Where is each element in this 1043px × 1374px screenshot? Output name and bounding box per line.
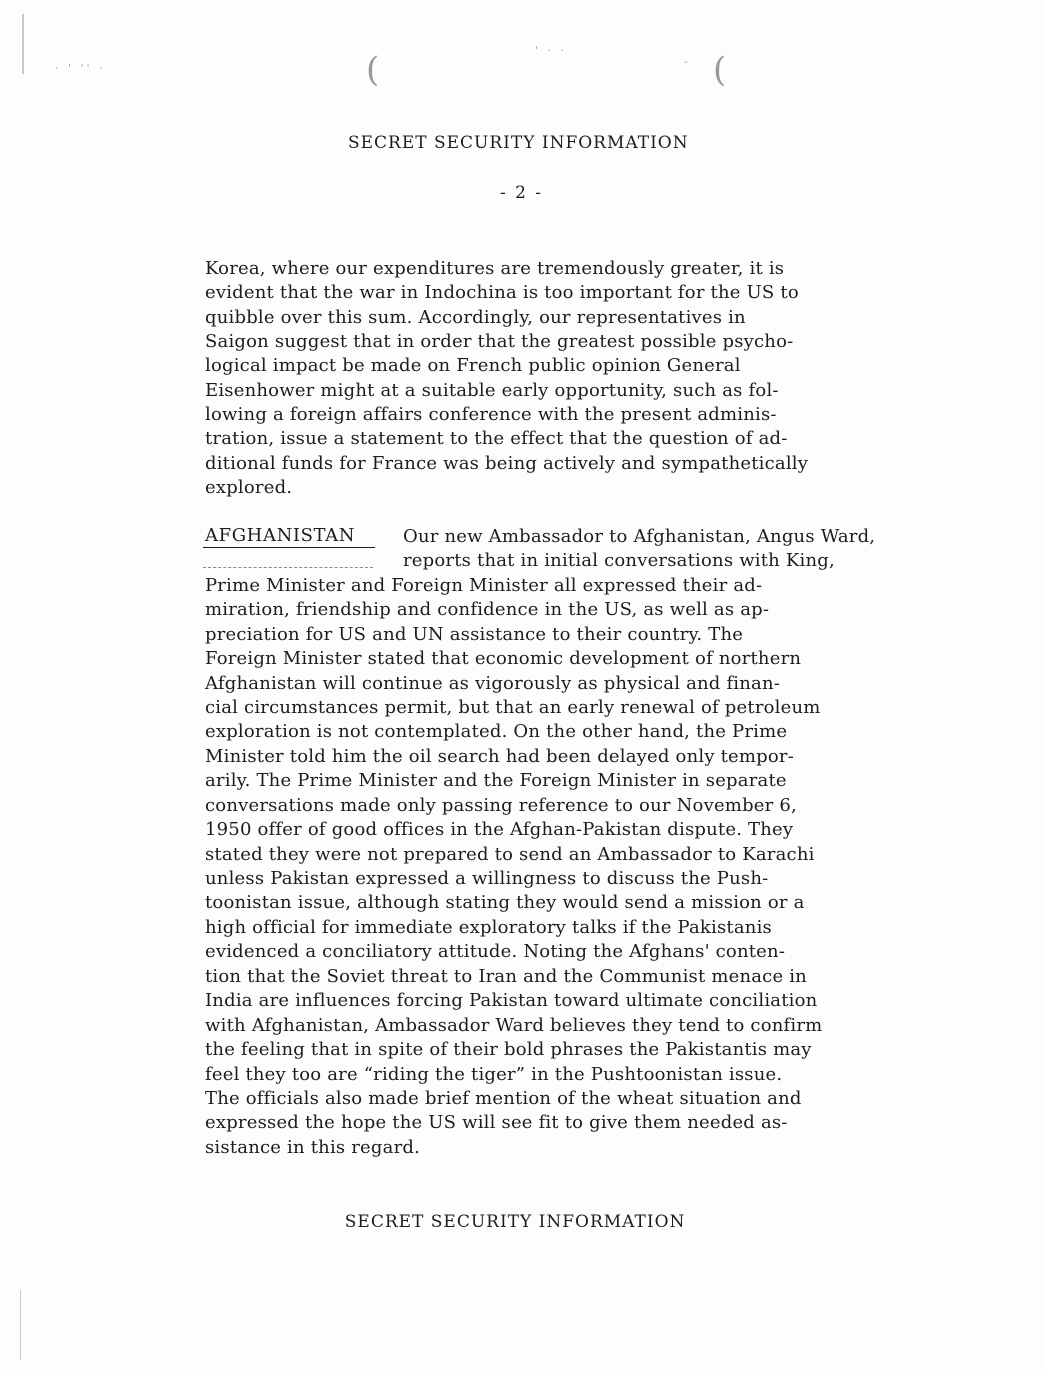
text-line: Eisenhower might at a suitable early opportunity, such as fol-	[205, 380, 779, 401]
text-line: tration, issue a statement to the effect that the question of ad-	[205, 428, 788, 449]
scan-edge-mark-bottom	[20, 1290, 21, 1360]
text-line: high official for immediate exploratory talks if the Pakistanis	[205, 917, 772, 938]
punch-mark-right: (	[713, 50, 727, 90]
text-line: cial circumstances permit, but that an early renewal of petroleum	[205, 697, 821, 718]
text-line: evident that the war in Indochina is too important for the US to	[205, 282, 799, 303]
text-line: quibble over this sum. Accordingly, our representatives in	[205, 307, 746, 328]
text-line: India are influences forcing Pakistan toward ultimate conciliation	[205, 990, 818, 1011]
scan-dash-mark: -	[684, 55, 691, 68]
footer-classification-text: SECRET SECURITY INFORMATION	[344, 1212, 686, 1232]
text-line: unless Pakistan expressed a willingness to discuss the Push-	[205, 868, 769, 889]
text-line: toonistan issue, although stating they would send a mission or a	[205, 892, 805, 913]
text-line: evidenced a conciliatory attitude. Noting the Afghans' conten-	[205, 941, 786, 962]
text-line: the feeling that in spite of their bold phrases the Pakistantis may	[205, 1039, 812, 1060]
scan-speck-marks: · ' '' ·	[55, 62, 106, 75]
text-line: Prime Minister and Foreign Minister all expressed their ad-	[205, 575, 763, 596]
scan-speck-marks: ' · ·	[535, 44, 568, 57]
footer-classification	[0, 1212, 1043, 1232]
text-line: ditional funds for France was being actively and sympathetically	[205, 453, 809, 474]
text-line: exploration is not contemplated. On the other hand, the Prime	[205, 721, 788, 742]
text-line: Minister told him the oil search had been delayed only tempor-	[205, 746, 795, 767]
text-line: expressed the hope the US will see fit to give them needed as-	[205, 1112, 788, 1133]
text-line: stated they were not prepared to send an Ambassador to Karachi	[205, 844, 815, 865]
text-line: Afghanistan will continue as vigorously as physical and finan-	[205, 673, 781, 694]
text-line: feel they too are “riding the tiger” in the Pushtoonistan issue.	[205, 1064, 783, 1085]
header-classification	[0, 133, 1043, 153]
header-classification-text: SECRET SECURITY INFORMATION	[347, 133, 689, 153]
text-line: lowing a foreign affairs conference with the present adminis-	[205, 404, 777, 425]
text-line: Our new Ambassador to Afghanistan, Angus Ward,	[403, 526, 876, 547]
punch-mark-left: (	[366, 50, 380, 90]
text-line: Korea, where our expenditures are tremendously greater, it is	[205, 258, 785, 279]
page-number: - 2 -	[499, 183, 544, 203]
text-line: arily. The Prime Minister and the Foreign Minister in separate	[205, 770, 787, 791]
text-line: miration, friendship and confidence in the US, as well as ap-	[205, 599, 770, 620]
text-line: preciation for US and UN assistance to their country. The	[205, 624, 744, 645]
text-line: tion that the Soviet threat to Iran and the Communist menace in	[205, 966, 807, 987]
text-line: The officials also made brief mention of the wheat situation and	[205, 1088, 802, 1109]
text-line: Saigon suggest that in order that the greatest possible psycho-	[205, 331, 794, 352]
heading-underline-faint	[203, 567, 373, 568]
heading-underline	[203, 547, 375, 548]
text-line: explored.	[205, 477, 293, 498]
section-heading-afghanistan: AFGHANISTAN	[205, 525, 356, 546]
text-line: with Afghanistan, Ambassador Ward believes they tend to confirm	[205, 1015, 823, 1036]
text-line: reports that in initial conversations with King,	[403, 550, 835, 571]
scan-edge-mark	[22, 14, 24, 74]
text-line: sistance in this regard.	[205, 1137, 421, 1158]
text-line: Foreign Minister stated that economic development of northern	[205, 648, 802, 669]
text-line: 1950 offer of good offices in the Afghan-Pakistan dispute. They	[205, 819, 794, 840]
text-line: conversations made only passing reference to our November 6,	[205, 795, 797, 816]
text-line: logical impact be made on French public opinion General	[205, 355, 741, 376]
